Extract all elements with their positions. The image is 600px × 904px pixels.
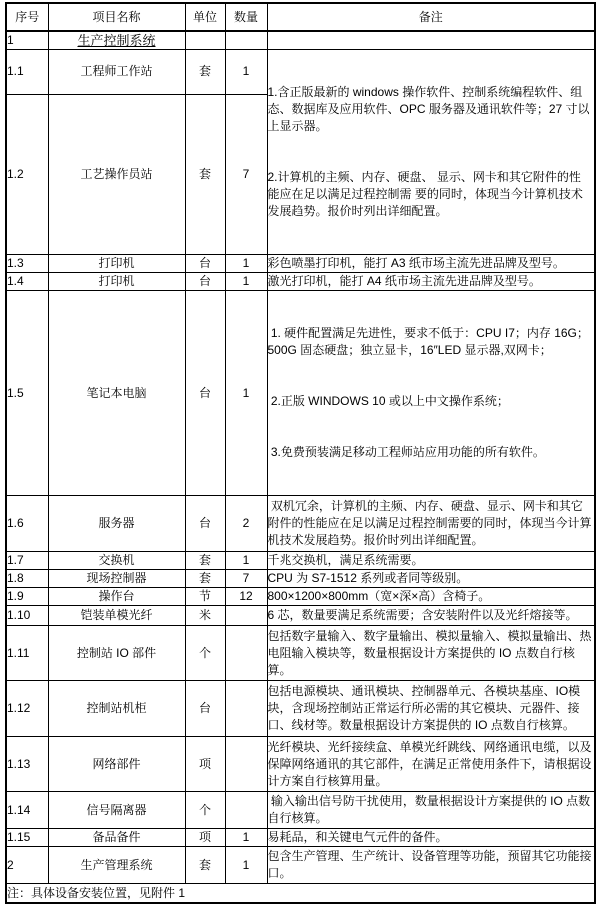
- header-item-name: 项目名称: [48, 3, 185, 31]
- section-title: 生产控制系统: [48, 31, 185, 50]
- cell-no: 1.3: [6, 255, 48, 273]
- cell-name: 备品备件: [48, 829, 185, 847]
- cell-no: 1.7: [6, 552, 48, 570]
- cell-name: 笔记本电脑: [48, 291, 185, 496]
- cell-name: 现场控制器: [48, 570, 185, 588]
- cell-remark: 易耗品，和关键电气元件的备件。: [267, 829, 595, 847]
- cell-unit: 套: [185, 847, 225, 884]
- cell-name: 网络部件: [48, 737, 185, 792]
- header-remarks: 备注: [267, 3, 595, 31]
- cell-qty: 1: [225, 50, 267, 95]
- cell-qty: 1: [225, 847, 267, 884]
- cell-unit: 台: [185, 273, 225, 291]
- cell-qty: 1: [225, 829, 267, 847]
- cell-unit: 台: [185, 496, 225, 552]
- cell-qty: 12: [225, 588, 267, 606]
- cell-no: 1: [6, 31, 48, 50]
- equipment-spec-table: [5, 2, 596, 904]
- table-row-1-1: [6, 50, 595, 95]
- header-unit: 单位: [185, 3, 225, 31]
- cell-qty: 7: [225, 570, 267, 588]
- table-row-1-7: [6, 552, 595, 570]
- cell-remark: 800×1200×800mm（宽×深×高）含椅子。: [267, 588, 595, 606]
- table-row-1-5: [6, 291, 595, 496]
- cell-no: 1.9: [6, 588, 48, 606]
- cell-remark: 彩色喷墨打印机，能打 A3 纸市场主流先进品牌及型号。: [267, 255, 595, 273]
- cell-name: 控制站机柜: [48, 681, 185, 737]
- cell-qty: [225, 792, 267, 829]
- cell-remark: CPU 为 S7-1512 系列或者同等级别。: [267, 570, 595, 588]
- cell-no: 1.13: [6, 737, 48, 792]
- cell-remark: [267, 31, 595, 50]
- table-row-section-1: [6, 31, 595, 50]
- table-row-1-8: [6, 570, 595, 588]
- cell-qty: [225, 31, 267, 50]
- cell-name: 打印机: [48, 255, 185, 273]
- table-row-1-10: [6, 606, 595, 626]
- cell-remark: 包括电源模块、通讯模块、控制器单元、各模块基座、IO模块，含现场控制站正常运行所必需的其它模块、元器件、接口、线材等。数量根据设计方案提供的 IO 点数自行核算。: [267, 681, 595, 737]
- cell-remark: 包括数字量输入、数字量输出、模拟量输入、模拟量输出、热电阻输入模块等，数量根据设计方案提供的 IO 点数自行核算。: [267, 626, 595, 681]
- cell-qty: 7: [225, 94, 267, 254]
- table-row-1-14: [6, 792, 595, 829]
- cell-remark: 6 芯，数量要满足系统需要；含安装附件以及光纤熔接等。: [267, 606, 595, 626]
- header-quantity: 数量: [225, 3, 267, 31]
- remark-paragraph: 3.免费预装满足移动工程师站应用功能的所有软件。: [267, 445, 545, 459]
- remark-paragraph: 2.计算机的主频、内存、硬盘、 显示、网卡和其它附件的性 能应在足以满足过程控制需 要的同时，体现当今计算机技术发展趋势。报价时列出详细配置。: [267, 170, 585, 218]
- cell-no: 1.15: [6, 829, 48, 847]
- cell-name: 工程师工作站: [48, 50, 185, 95]
- cell-unit: 项: [185, 829, 225, 847]
- cell-qty: [225, 626, 267, 681]
- cell-unit: [185, 31, 225, 50]
- cell-qty: 1: [225, 291, 267, 496]
- table-header-row: [6, 3, 595, 31]
- cell-unit: 套: [185, 570, 225, 588]
- cell-unit: 项: [185, 737, 225, 792]
- cell-unit: 套: [185, 552, 225, 570]
- cell-unit: 套: [185, 50, 225, 95]
- cell-no: 1.2: [6, 94, 48, 254]
- cell-name: 生产管理系统: [48, 847, 185, 884]
- cell-no: 1.4: [6, 273, 48, 291]
- cell-remark: [267, 291, 595, 496]
- table-row-1-4: [6, 273, 595, 291]
- cell-unit: 台: [185, 681, 225, 737]
- table-row-1-6: [6, 496, 595, 552]
- cell-name: 操作台: [48, 588, 185, 606]
- remark-paragraph: 1.含正版最新的 windows 操作软件、控制系统编程软件、组态、数据库及应用软件、OPC 服务器及通讯软件等；27 寸以上显示器。: [267, 85, 590, 133]
- header-serial-number: 序号: [6, 3, 48, 31]
- table-row-section-2: [6, 847, 595, 884]
- table-row-1-11: [6, 626, 595, 681]
- cell-unit: 个: [185, 626, 225, 681]
- table-row-1-9: [6, 588, 595, 606]
- cell-qty: [225, 681, 267, 737]
- cell-no: 1.1: [6, 50, 48, 95]
- cell-qty: 1: [225, 255, 267, 273]
- cell-qty: [225, 737, 267, 792]
- table-row-1-15: [6, 829, 595, 847]
- cell-name: 控制站 IO 部件: [48, 626, 185, 681]
- cell-unit: 台: [185, 291, 225, 496]
- cell-no: 1.12: [6, 681, 48, 737]
- cell-remark: 双机冗余，计算机的主频、内存、硬盘、显示、网卡和其它附件的性能应在足以满足过程控制需要的同时，体现当今计算机技术发展趋势。报价时列出详细配置。: [267, 496, 595, 552]
- cell-remark: 输入输出信号防干扰使用，数量根据设计方案提供的 IO 点数自行核算。: [267, 792, 595, 829]
- remark-paragraph: 2.正版 WINDOWS 10 或以上中文操作系统；: [267, 394, 509, 408]
- table-footer-note-row: [6, 884, 595, 904]
- cell-remark: 包含生产管理、生产统计、设备管理等功能，预留其它功能接口。: [267, 847, 595, 884]
- cell-remark: 光纤模块、光纤接续盒、单模光纤跳线、网络通讯电缆，以及保障网络通讯的其它部件，在满足正常使用条件下，请根据设计方案自行核算用量。: [267, 737, 595, 792]
- table-row-1-13: [6, 737, 595, 792]
- cell-no: 1.11: [6, 626, 48, 681]
- cell-qty: 1: [225, 273, 267, 291]
- cell-qty: 1: [225, 552, 267, 570]
- cell-no: 2: [6, 847, 48, 884]
- cell-remark: 千兆交换机，满足系统需要。: [267, 552, 595, 570]
- cell-qty: [225, 606, 267, 626]
- table-row-1-12: [6, 681, 595, 737]
- cell-no: 1.14: [6, 792, 48, 829]
- cell-qty: 2: [225, 496, 267, 552]
- cell-remark-merged: [267, 50, 595, 255]
- cell-no: 1.6: [6, 496, 48, 552]
- cell-unit: 台: [185, 255, 225, 273]
- cell-name: 铠装单模光纤: [48, 606, 185, 626]
- cell-name: 服务器: [48, 496, 185, 552]
- cell-remark: 激光打印机，能打 A4 纸市场主流先进品牌及型号。: [267, 273, 595, 291]
- footer-note: 注：具体设备安装位置，见附件 1: [6, 884, 595, 904]
- cell-unit: 米: [185, 606, 225, 626]
- cell-no: 1.8: [6, 570, 48, 588]
- cell-name: 交换机: [48, 552, 185, 570]
- cell-name: 信号隔离器: [48, 792, 185, 829]
- cell-unit: 套: [185, 94, 225, 254]
- table-row-1-3: [6, 255, 595, 273]
- cell-name: 打印机: [48, 273, 185, 291]
- cell-unit: 节: [185, 588, 225, 606]
- cell-name: 工艺操作员站: [48, 94, 185, 254]
- remark-paragraph: 1. 硬件配置满足先进性，要求不低于：CPU I7；内存 16G；500G 固态硬盘；独立显卡，16″LED 显示器,双网卡；: [267, 326, 589, 357]
- cell-no: 1.10: [6, 606, 48, 626]
- cell-unit: 个: [185, 792, 225, 829]
- cell-no: 1.5: [6, 291, 48, 496]
